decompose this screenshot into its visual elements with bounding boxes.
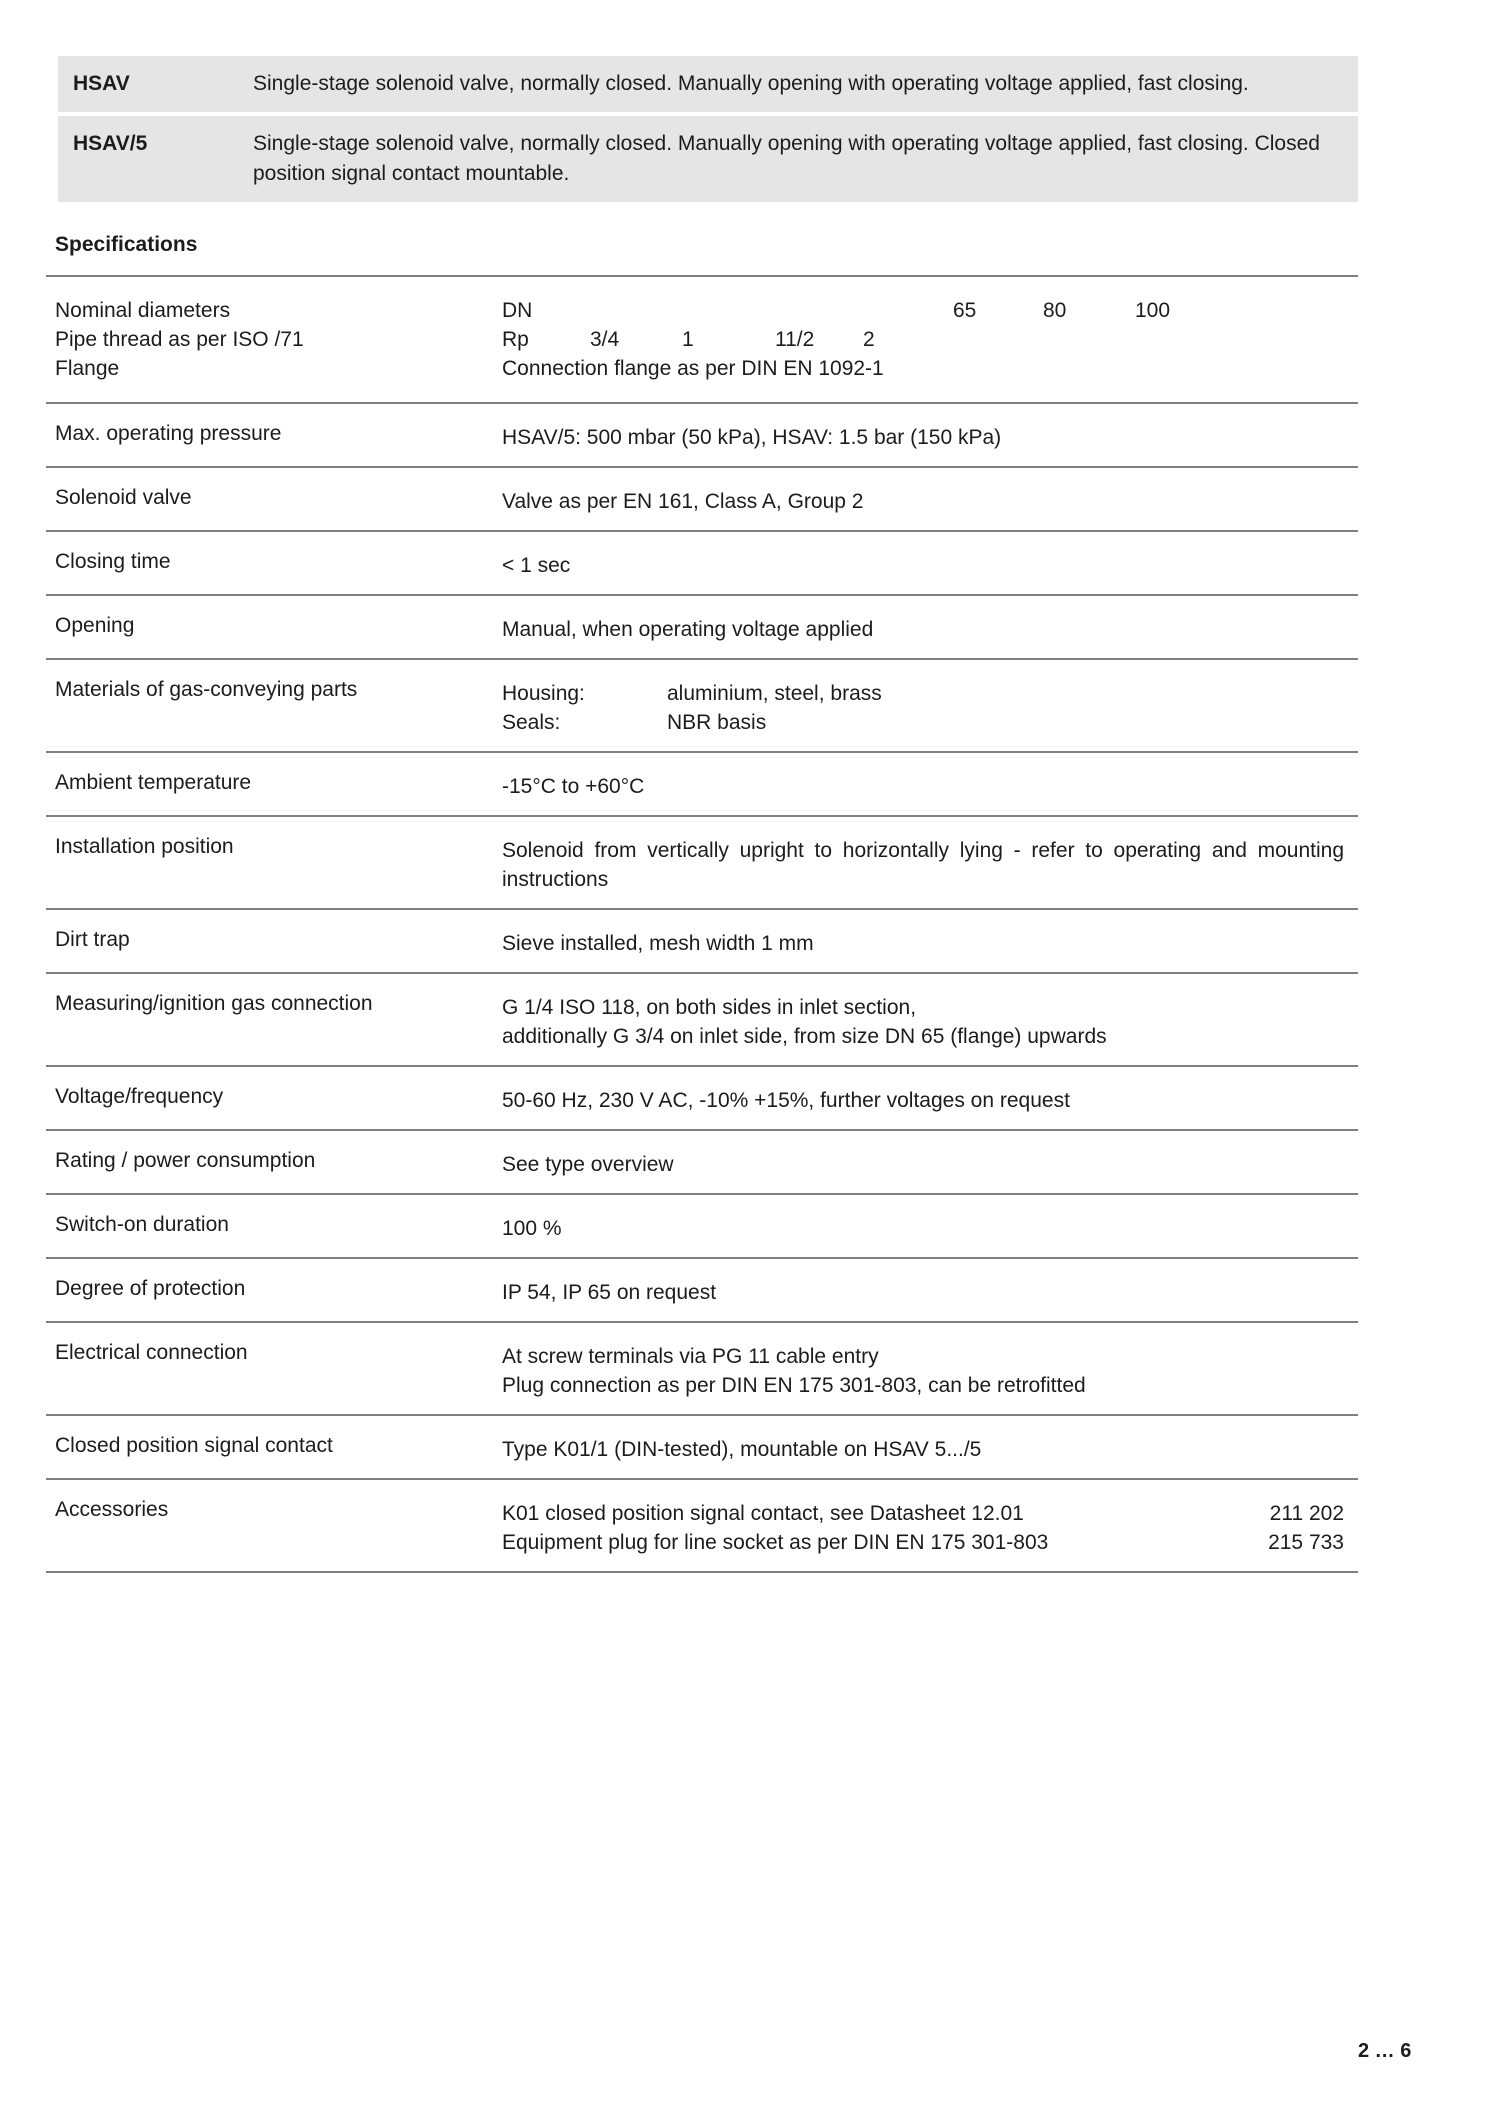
specifications-table bbox=[46, 275, 1358, 1573]
spec-label: Closed position signal contact bbox=[55, 1434, 333, 1457]
spec-row-voltage-frequency bbox=[46, 1067, 1358, 1131]
spec-label: Materials of gas-conveying parts bbox=[55, 678, 358, 701]
spec-label: Solenoid valve bbox=[55, 486, 192, 509]
section-title-specifications: Specifications bbox=[55, 233, 198, 256]
rp-size: 2 bbox=[863, 328, 875, 351]
spec-value: 50-60 Hz, 230 V AC, -10% +15%, further voltages on request bbox=[502, 1089, 1070, 1112]
dn-size: 100 bbox=[1135, 299, 1171, 322]
spec-row-closed-position-signal-contact bbox=[46, 1416, 1358, 1480]
material-value: NBR basis bbox=[667, 711, 767, 734]
spec-label: Voltage/frequency bbox=[55, 1085, 224, 1108]
accessory-text: Equipment plug for line socket as per DIN EN 175 301-803 bbox=[502, 1531, 1049, 1554]
model-name: HSAV bbox=[73, 72, 130, 95]
spec-label: Accessories bbox=[55, 1498, 169, 1521]
spec-label: Electrical connection bbox=[55, 1341, 248, 1364]
spec-value bbox=[502, 1342, 1358, 1400]
material-line-seals bbox=[502, 708, 1344, 737]
spec-value-line: At screw terminals via PG 11 cable entry bbox=[502, 1345, 879, 1368]
spec-row-measuring-gas-connection bbox=[46, 974, 1358, 1067]
spec-value bbox=[502, 296, 1358, 383]
spec-label-line: Pipe thread as per ISO /71 bbox=[55, 328, 304, 351]
spec-row-installation-position bbox=[46, 817, 1358, 910]
spec-label: Installation position bbox=[55, 835, 234, 858]
spec-label: Opening bbox=[55, 614, 135, 637]
spec-value: 100 % bbox=[502, 1217, 562, 1240]
dn-size: 65 bbox=[953, 299, 977, 322]
rp-size: 3/4 bbox=[590, 328, 620, 351]
material-key: Housing: bbox=[502, 682, 585, 705]
spec-label: Max. operating pressure bbox=[55, 422, 282, 445]
accessory-part-number: 211 202 bbox=[1269, 1502, 1344, 1525]
material-line-housing bbox=[502, 679, 1344, 708]
spec-row-switch-on-duration bbox=[46, 1195, 1358, 1259]
rp-size: 1 bbox=[682, 328, 694, 351]
accessory-part-number: 215 733 bbox=[1268, 1531, 1344, 1554]
spec-value: Manual, when operating voltage applied bbox=[502, 618, 874, 641]
spec-row-opening bbox=[46, 596, 1358, 660]
accessory-line bbox=[502, 1499, 1344, 1528]
rp-sizes-line bbox=[502, 325, 1344, 354]
spec-value: < 1 sec bbox=[502, 554, 571, 577]
intro-row-hsav5 bbox=[58, 116, 1358, 202]
spec-value: HSAV/5: 500 mbar (50 kPa), HSAV: 1.5 bar (150 kPa) bbox=[502, 426, 1002, 449]
model-name: HSAV/5 bbox=[73, 132, 148, 155]
spec-label bbox=[46, 296, 502, 383]
material-key: Seals: bbox=[502, 711, 561, 734]
spec-value: See type overview bbox=[502, 1153, 674, 1176]
flange-line: Connection flange as per DIN EN 1092-1 bbox=[502, 357, 884, 380]
accessory-text: K01 closed position signal contact, see Datasheet 12.01 bbox=[502, 1502, 1024, 1525]
model-description: Single-stage solenoid valve, normally closed. Manually opening with operating voltage applied, fast closing. bbox=[253, 72, 1249, 95]
spec-row-nominal-diameters bbox=[46, 277, 1358, 404]
rp-size: 11/2 bbox=[775, 328, 815, 351]
spec-label: Degree of protection bbox=[55, 1277, 246, 1300]
rp-prefix: Rp bbox=[502, 328, 529, 351]
spec-row-degree-of-protection bbox=[46, 1259, 1358, 1323]
spec-label: Ambient temperature bbox=[55, 771, 252, 794]
spec-value-line: G 1/4 ISO 118, on both sides in inlet section, bbox=[502, 996, 917, 1019]
accessory-line bbox=[502, 1528, 1344, 1557]
spec-row-ambient-temperature bbox=[46, 753, 1358, 817]
spec-value: IP 54, IP 65 on request bbox=[502, 1281, 717, 1304]
spec-row-electrical-connection bbox=[46, 1323, 1358, 1416]
spec-row-accessories bbox=[46, 1480, 1358, 1573]
material-value: aluminium, steel, brass bbox=[667, 682, 882, 705]
spec-label-line: Flange bbox=[55, 357, 120, 380]
spec-value-line: Plug connection as per DIN EN 175 301-803, can be retrofitted bbox=[502, 1374, 1086, 1397]
intro-row-hsav bbox=[58, 56, 1358, 112]
spec-value bbox=[502, 679, 1358, 737]
spec-value: -15°C to +60°C bbox=[502, 775, 645, 798]
spec-row-dirt-trap bbox=[46, 910, 1358, 974]
spec-label-line: Nominal diameters bbox=[55, 299, 231, 322]
spec-row-max-operating-pressure bbox=[46, 404, 1358, 468]
spec-label: Measuring/ignition gas connection bbox=[55, 992, 373, 1015]
spec-value-line: additionally G 3/4 on inlet side, from size DN 65 (flange) upwards bbox=[502, 1025, 1107, 1048]
spec-row-materials bbox=[46, 660, 1358, 753]
spec-value: Type K01/1 (DIN-tested), mountable on HSAV 5.../5 bbox=[502, 1438, 982, 1461]
spec-label: Rating / power consumption bbox=[55, 1149, 316, 1172]
spec-value: Solenoid from vertically upright to horizontally lying - refer to operating and mounting instructions bbox=[502, 839, 1344, 891]
spec-value bbox=[502, 1499, 1358, 1557]
spec-label: Switch-on duration bbox=[55, 1213, 229, 1236]
spec-row-rating-power bbox=[46, 1131, 1358, 1195]
spec-label: Dirt trap bbox=[55, 928, 130, 951]
spec-value bbox=[502, 993, 1358, 1051]
spec-value: Sieve installed, mesh width 1 mm bbox=[502, 932, 814, 955]
model-description: Single-stage solenoid valve, normally closed. Manually opening with operating voltage applied, fast closing. Closed position signal contact mountable. bbox=[253, 132, 1320, 185]
dn-size: 80 bbox=[1043, 299, 1067, 322]
spec-value: Valve as per EN 161, Class A, Group 2 bbox=[502, 490, 864, 513]
page-number: 2 … 6 bbox=[1358, 2040, 1412, 2062]
spec-row-closing-time bbox=[46, 532, 1358, 596]
dn-sizes-line bbox=[502, 296, 1344, 325]
spec-row-solenoid-valve bbox=[46, 468, 1358, 532]
dn-prefix: DN bbox=[502, 299, 533, 322]
product-intro-list bbox=[58, 56, 1358, 202]
spec-label: Closing time bbox=[55, 550, 171, 573]
